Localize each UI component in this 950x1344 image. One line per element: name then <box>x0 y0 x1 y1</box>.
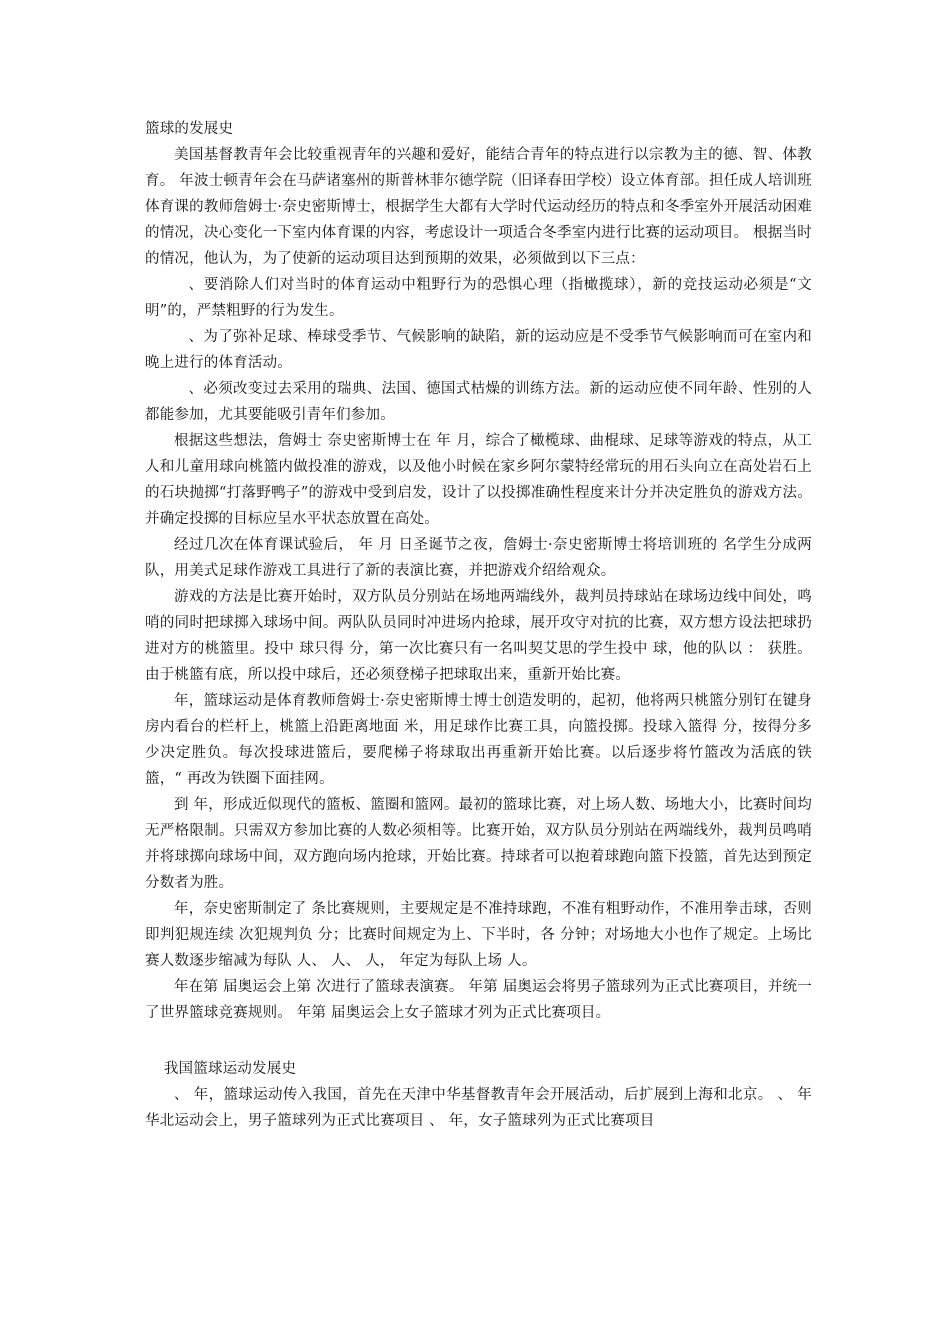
paragraph-invention: 根据这些想法，詹姆士 奈史密斯博士在 年 月，综合了橄榄球、曲棍球、足球等游戏的特点，从工人和儿童用球向桃篮内做投准的游戏，以及他小时候在家乡阿尔蒙特经常玩的用石头向立在高处岩石上的石块抛掷“打落野鸭子”的游戏中受到启发，设计了以投掷准确性程度来计分并决定胜负的游戏方法。并确定投掷的目标应呈水平状态放置在高处。 <box>145 433 812 527</box>
paragraph-olympics: 年在第 届奥运会上第 次进行了篮球表演赛。 年第 届奥运会将男子篮球列为正式比赛项目，并统一了世界篮球竞赛规则。 年第 届奥运会上女子篮球才列为正式比赛项目。 <box>145 979 812 1021</box>
paragraph-point-2: 、为了弥补足球、棒球受季节、气候影响的缺陷，新的运动应是不受季节气候影响而可在室内和晚上进行的体育活动。 <box>145 329 812 371</box>
paragraph-game-method: 游戏的方法是比赛开始时，双方队员分别站在场地两端线外，裁判员持球站在球场边线中间处，鸣哨的同时把球掷入球场中间。两队队员同时冲进场内抢球，展开攻守对抗的比赛，双方想方设法把球扔进对方的桃篮里。投中 球只得 分，第一次比赛只有一名叫契艾思的学生投中 球，他的队以 ： 获胜。由于桃篮有底，所以投中球后，还必须登梯子把球取出来，重新开始比赛。 <box>145 589 812 683</box>
document-title: 篮球的发展史 <box>145 121 234 137</box>
section-2-title: 我国篮球运动发展史 <box>163 1061 297 1077</box>
paragraph-modern-equipment: 到 年，形成近似现代的篮板、篮圈和篮网。最初的篮球比赛，对上场人数、场地大小，比赛时间均无严格限制。只需双方参加比赛的人数必须相等。比赛开始，双方队员分别站在两端线外，裁判员鸣哨并将球掷向球场中间，双方跑向场内抢球，开始比赛。持球者可以抱着球跑向篮下投篮，首先达到预定分数者为胜。 <box>145 797 812 891</box>
paragraph-peach-baskets: 年，篮球运动是体育教师詹姆士·奈史密斯博士博士创造发明的，起初，他将两只桃篮分别钉在键身房内看台的栏杆上，桃篮上沿距离地面 米，用足球作比赛工具，向篮投掷。投球入篮得 分，按得分多少决定胜负。每次投球进篮后，要爬梯子将球取出再重新开始比赛。以后逐步将竹篮改为活底的铁篮，“ 再改为铁圈下面挂网。 <box>145 693 812 787</box>
paragraph-rules: 年，奈史密斯制定了 条比赛规则，主要规定是不准持球跑，不准有粗野动作，不准用拳击球，否则即判犯规连续 次犯规判负 分；比赛时间规定为上、下半时，各 分钟；对场地大小也作了规定。上场比赛人数逐步缩减为每队 人、 人、 人， 年定为每队上场 人。 <box>145 901 812 969</box>
section-spacer <box>145 1026 812 1056</box>
paragraph-point-1: 、要消除人们对当时的体育运动中粗野行为的恐惧心理（指橄揽球），新的竞技运动必须是“文明”的，严禁粗野的行为发生。 <box>145 277 812 319</box>
paragraph-point-3: 、必须改变过去采用的瑞典、法国、德国式枯燥的训练方法。新的运动应使不同年龄、性别的人都能参加，尤其要能吸引青年们参加。 <box>145 381 812 423</box>
paragraph-china-history: 、 年，篮球运动传入我国，首先在天津中华基督教青年会开展活动，后扩展到上海和北京。 、 年华北运动会上，男子篮球列为正式比赛项目 、 年，女子篮球列为正式比赛项目 <box>145 1087 812 1129</box>
paragraph-first-game: 经过几次在体育课试验后， 年 月 日圣诞节之夜，詹姆士·奈史密斯博士将培训班的 名学生分成两队，用美式足球作游戏工具进行了新的表演比赛，并把游戏介绍给观众。 <box>145 537 812 579</box>
document-page <box>145 116 812 1134</box>
paragraph-intro: 美国基督教青年会比较重视青年的兴趣和爱好，能结合青年的特点进行以宗教为主的德、智、体教育。 年波士顿青年会在马萨诸塞州的斯普林菲尔德学院（旧译春田学校）设立体育部。担任成人培训班体育课的教师詹姆士·奈史密斯博士，根据学生大都有大学时代运动经历的特点和冬季室外开展活动困难的情况，决心变化一下室内体育课的内容，考虑设计一项适合冬季室内进行比赛的运动项目。 根据当时的情况，他认为，为了使新的运动项目达到预期的效果，必须做到以下三点： <box>145 147 812 267</box>
